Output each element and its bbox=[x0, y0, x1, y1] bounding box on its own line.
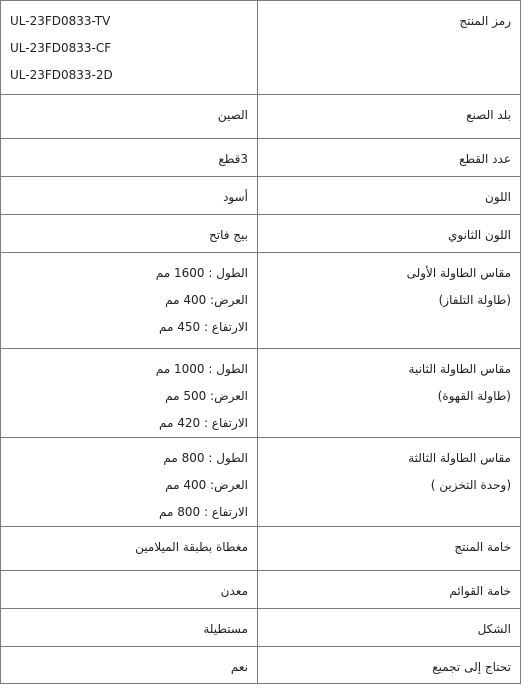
spec-value-text: 3قطع bbox=[218, 152, 248, 166]
spec-value-cell bbox=[1, 95, 258, 139]
spec-value-text: بيج فاتح bbox=[209, 228, 248, 242]
spec-value-text: معدن bbox=[220, 584, 248, 598]
spec-value-cell bbox=[1, 139, 258, 177]
spec-label-text: اللون bbox=[485, 190, 511, 204]
spec-row bbox=[1, 609, 521, 647]
spec-label-text: اللون الثانوي bbox=[448, 228, 511, 242]
spec-table-body bbox=[1, 1, 521, 684]
spec-label-cell bbox=[258, 139, 521, 177]
spec-label-text: (طاولة التلفاز) bbox=[438, 293, 511, 307]
spec-value-text: مغطاة بطبقة الميلامين bbox=[135, 540, 248, 554]
spec-row bbox=[1, 647, 521, 684]
spec-value-cell bbox=[1, 527, 258, 571]
spec-value-text: UL-23FD0833-CF bbox=[10, 41, 112, 55]
spec-label-cell bbox=[258, 527, 521, 571]
spec-label-cell bbox=[258, 253, 521, 349]
spec-value-text: العرض: 400 مم bbox=[165, 293, 248, 307]
spec-row bbox=[1, 253, 521, 349]
spec-row bbox=[1, 1, 521, 95]
spec-label-text: مقاس الطاولة الأولى bbox=[406, 266, 511, 280]
spec-value-text: UL-23FD0833-2D bbox=[10, 68, 113, 82]
spec-row bbox=[1, 349, 521, 438]
spec-value-text: الارتفاع : 800 مم bbox=[158, 505, 248, 519]
spec-label-text: خامة القوائم bbox=[449, 584, 511, 598]
spec-label-cell bbox=[258, 95, 521, 139]
spec-row bbox=[1, 527, 521, 571]
spec-label-text: عدد القطع bbox=[459, 152, 511, 166]
spec-label-cell bbox=[258, 1, 521, 95]
spec-row bbox=[1, 95, 521, 139]
spec-value-text: UL-23FD0833-TV bbox=[10, 14, 111, 28]
spec-value-text: مستطيلة bbox=[203, 622, 248, 636]
spec-label-text: رمز المنتج bbox=[459, 14, 511, 28]
spec-label-text: تحتاج إلى تجميع bbox=[432, 660, 511, 674]
spec-label-text: مقاس الطاولة الثانية bbox=[408, 362, 511, 376]
spec-label-text: (وحدة التخزين ) bbox=[430, 478, 511, 492]
spec-value-cell bbox=[1, 349, 258, 438]
spec-label-text: خامة المنتج bbox=[454, 540, 511, 554]
spec-label-cell bbox=[258, 177, 521, 215]
spec-label-text: بلد الصنع bbox=[466, 108, 511, 122]
spec-value-text: العرض: 400 مم bbox=[165, 478, 248, 492]
spec-value-cell bbox=[1, 438, 258, 527]
spec-value-cell bbox=[1, 571, 258, 609]
spec-label-cell bbox=[258, 609, 521, 647]
spec-value-text: الصين bbox=[217, 108, 248, 122]
spec-label-cell bbox=[258, 349, 521, 438]
spec-label-cell bbox=[258, 215, 521, 253]
spec-row bbox=[1, 215, 521, 253]
spec-value-text: الارتفاع : 450 مم bbox=[158, 320, 248, 334]
spec-value-cell bbox=[1, 647, 258, 684]
spec-row bbox=[1, 139, 521, 177]
spec-value-text: الطول : 800 مم bbox=[163, 451, 248, 465]
spec-value-text: نعم bbox=[230, 660, 248, 674]
spec-value-text: الطول : 1000 مم bbox=[155, 362, 248, 376]
spec-value-cell bbox=[1, 1, 258, 95]
spec-label-text: الشكل bbox=[477, 622, 511, 636]
spec-label-text: مقاس الطاولة الثالثة bbox=[408, 451, 511, 465]
spec-value-text: أسود bbox=[223, 190, 248, 204]
spec-label-cell bbox=[258, 571, 521, 609]
spec-value-cell bbox=[1, 253, 258, 349]
spec-row bbox=[1, 438, 521, 527]
spec-value-cell bbox=[1, 215, 258, 253]
spec-row bbox=[1, 571, 521, 609]
spec-value-cell bbox=[1, 609, 258, 647]
spec-value-text: الارتفاع : 420 مم bbox=[158, 416, 248, 430]
spec-value-text: العرض: 500 مم bbox=[165, 389, 248, 403]
spec-label-cell bbox=[258, 647, 521, 684]
spec-value-text: الطول : 1600 مم bbox=[155, 266, 248, 280]
spec-label-text: (طاولة القهوة) bbox=[437, 389, 511, 403]
spec-row bbox=[1, 177, 521, 215]
spec-label-cell bbox=[258, 438, 521, 527]
spec-value-cell bbox=[1, 177, 258, 215]
